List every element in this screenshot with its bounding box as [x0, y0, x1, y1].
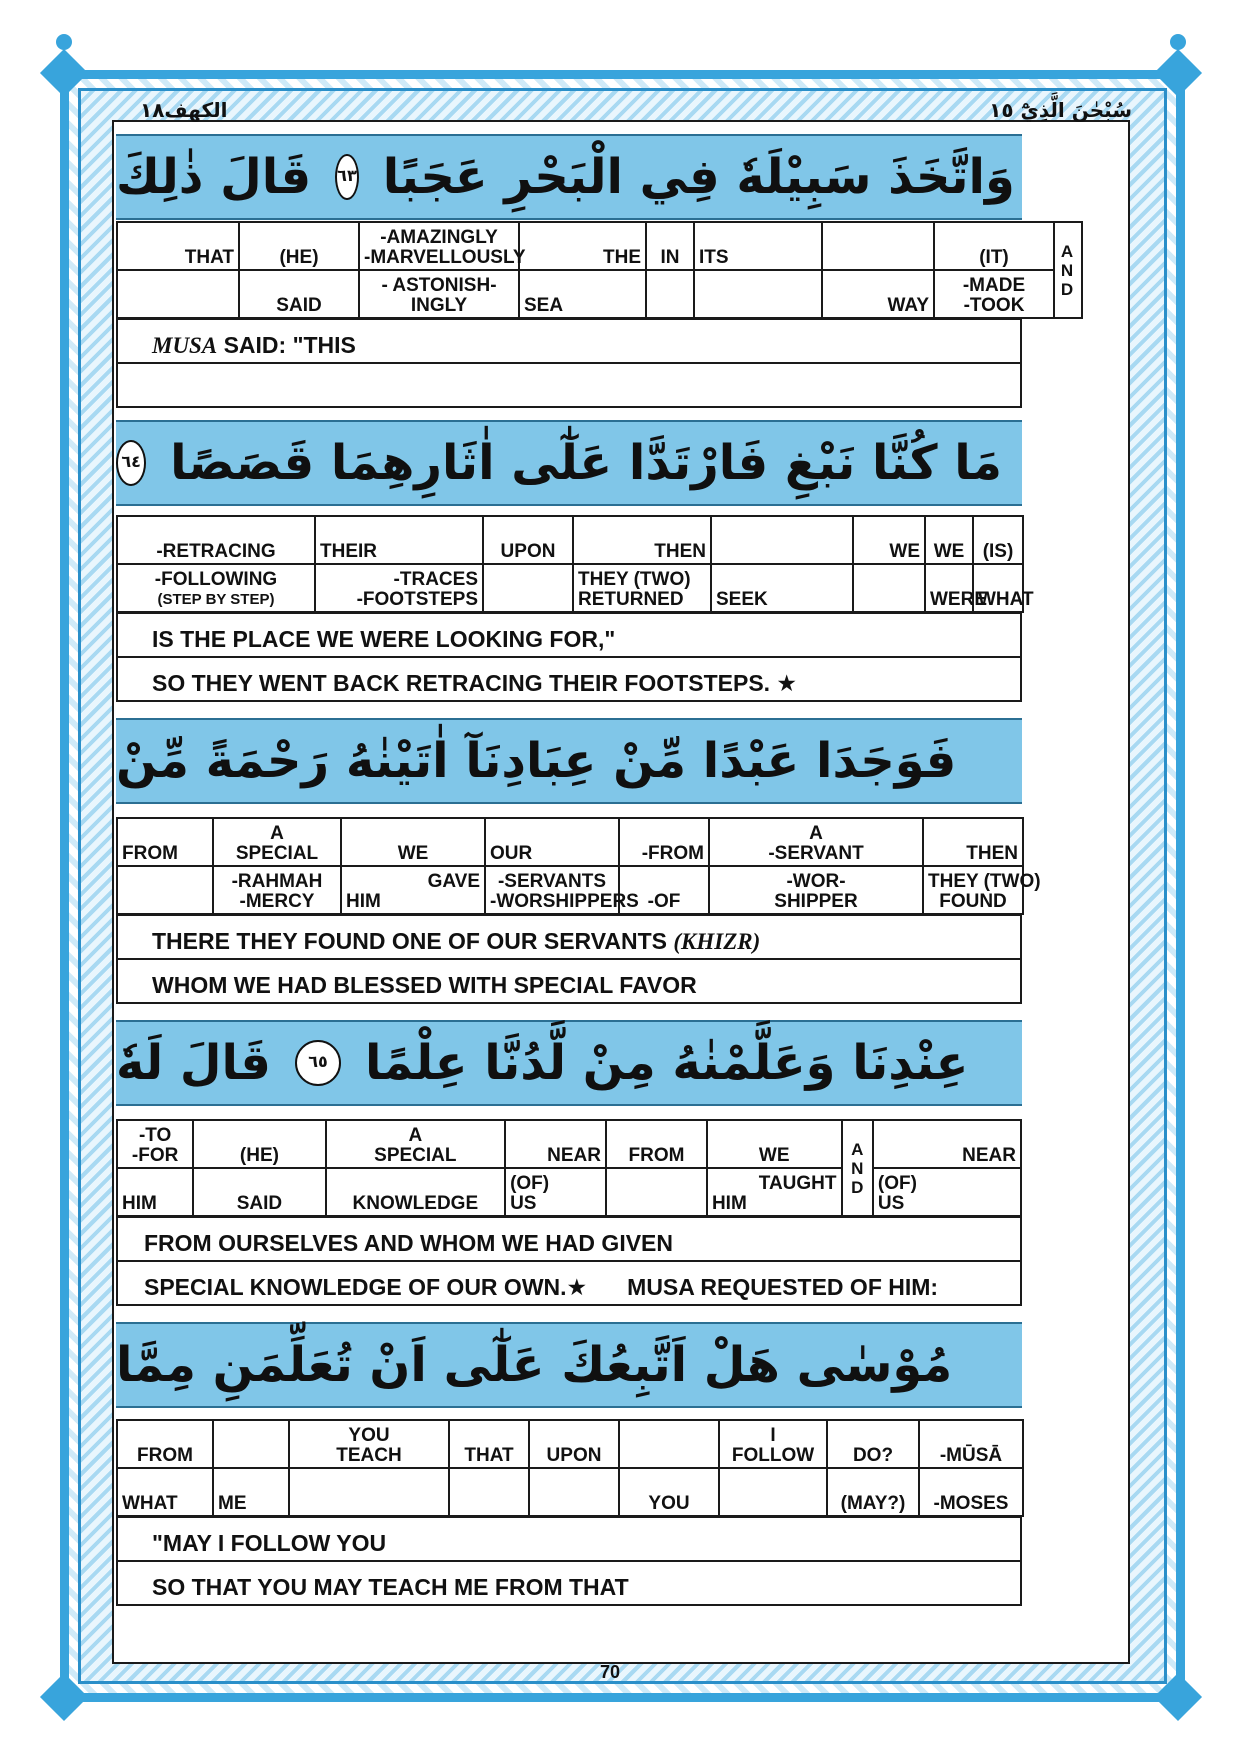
gloss-cell: -MOSES — [919, 1468, 1023, 1516]
corner-finial-top-left — [56, 34, 72, 50]
gloss-line: SHIPPER — [774, 891, 858, 912]
gloss-line: -SERVANT — [768, 843, 864, 864]
translation-text: MUSA REQUESTED OF HIM: — [627, 1274, 939, 1300]
gloss-cell: IN — [646, 222, 694, 270]
arabic-verse-band-4 — [116, 1020, 1022, 1106]
gloss-cell: THEN — [573, 516, 711, 564]
ayah-number-marker: ٦٤ — [116, 440, 146, 486]
corner-finial-top-right — [1170, 34, 1186, 50]
arabic-verse-band-1 — [116, 134, 1022, 220]
gloss-line: SPECIAL — [235, 843, 319, 864]
gloss-cell — [449, 1468, 529, 1516]
gloss-cell — [213, 818, 341, 866]
gloss-cell — [711, 516, 853, 564]
gloss-cell — [573, 564, 711, 612]
gloss-line: A — [809, 823, 823, 844]
gloss-line: -SERVANTS — [497, 871, 607, 892]
ayah-number-marker: ٦٥ — [295, 1040, 341, 1086]
gloss-line: SPECIAL — [374, 1145, 457, 1166]
gloss-cell — [117, 270, 239, 318]
ayah-number-marker: ٦٣ — [335, 154, 359, 200]
gloss-cell: SAID — [193, 1168, 325, 1216]
translation-line: SO THAT YOU MAY TEACH ME FROM THAT — [116, 1560, 1022, 1606]
gloss-line: FOUND — [939, 891, 1007, 912]
gloss-cell: THEN — [923, 818, 1023, 866]
word-gloss-grid-2 — [116, 515, 1034, 613]
gloss-cell: (HE) — [239, 222, 359, 270]
gloss-cell — [483, 564, 573, 612]
gloss-line: GAVE — [427, 871, 480, 892]
gloss-cell: DO? — [827, 1420, 919, 1468]
arabic-verse-band-5 — [116, 1322, 1022, 1408]
gloss-cell — [341, 866, 485, 914]
gloss-cell — [359, 270, 519, 318]
gloss-line: -TO — [138, 1125, 172, 1146]
gloss-line: A — [408, 1125, 423, 1146]
gloss-cell: -RETRACING — [117, 516, 315, 564]
gloss-cell — [619, 1420, 719, 1468]
translation-line — [116, 914, 1022, 960]
arabic-verse-band-3 — [116, 718, 1022, 804]
gloss-cell: FROM — [117, 818, 213, 866]
translation-line — [116, 1260, 1022, 1306]
gloss-cell — [117, 1120, 193, 1168]
gloss-cell: -MŪSĀ — [919, 1420, 1023, 1468]
gloss-line: -FOOTSTEPS — [356, 589, 478, 610]
translation-text: THERE THEY FOUND ONE OF OUR SERVANTS — [152, 928, 674, 954]
gloss-line: A — [270, 823, 284, 844]
gloss-line: HIM — [346, 891, 381, 912]
translation-emphasis: (KHIZR) — [673, 929, 761, 954]
gloss-cell — [923, 866, 1041, 914]
gloss-line: US — [510, 1193, 537, 1214]
gloss-cell: KNOWLEDGE — [326, 1168, 505, 1216]
gloss-cell: -OF — [619, 866, 709, 914]
arabic-verse-band-2 — [116, 420, 1022, 506]
gloss-cell: HIM — [117, 1168, 193, 1216]
arabic-verse-text-continued: قَالَ لَهٗ — [116, 1035, 271, 1091]
translation-text: SAID: "THIS — [217, 332, 356, 358]
gloss-line: -FOLLOWING — [154, 569, 278, 590]
word-gloss-grid-5 — [116, 1419, 1024, 1517]
gloss-cell: (IT) — [934, 222, 1054, 270]
gloss-cell: -FROM — [619, 818, 709, 866]
gloss-cell — [719, 1420, 827, 1468]
gloss-cell: OUR — [485, 818, 619, 866]
gloss-line: RETURNED — [578, 589, 684, 610]
gloss-line: -AMAZINGLY — [380, 227, 498, 248]
gloss-cell: WERE — [925, 564, 973, 612]
gloss-cell: (MAY?) — [827, 1468, 919, 1516]
gloss-cell — [315, 564, 483, 612]
gloss-cell — [326, 1120, 505, 1168]
surah-running-head: الكهف١٨ — [140, 98, 228, 122]
gloss-cell — [117, 866, 213, 914]
gloss-line: I — [770, 1425, 776, 1446]
gloss-cell — [934, 270, 1054, 318]
gloss-cell: WE — [925, 516, 973, 564]
gloss-line: INGLY — [410, 295, 468, 316]
gloss-cell-vertical: AND — [1054, 222, 1082, 318]
gloss-cell: WAY — [822, 270, 934, 318]
gloss-line: THEY (TWO) — [928, 871, 1041, 892]
translation-line — [116, 362, 1022, 408]
gloss-line: HIM — [711, 1193, 747, 1214]
gloss-line: - ASTONISH- — [381, 275, 497, 296]
gloss-line: -MERCY — [239, 891, 315, 912]
gloss-cell: NEAR — [505, 1120, 606, 1168]
gloss-cell — [529, 1468, 619, 1516]
gloss-cell — [694, 270, 822, 318]
gloss-cell — [289, 1468, 449, 1516]
gloss-cell — [289, 1420, 449, 1468]
translation-emphasis: MUSA — [152, 333, 218, 358]
gloss-cell: (HE) — [193, 1120, 325, 1168]
gloss-line: -MARVELLOUSLY — [364, 247, 526, 268]
gloss-cell — [822, 222, 934, 270]
gloss-cell — [709, 818, 923, 866]
gloss-cell — [213, 1420, 289, 1468]
gloss-cell: FROM — [117, 1420, 213, 1468]
juz-running-head: سُبْحٰنَ الَّذِيْٓ ١٥ — [989, 98, 1132, 122]
word-gloss-grid-3 — [116, 817, 1041, 915]
word-gloss-grid-1 — [116, 221, 1083, 319]
gloss-line: -RAHMAH — [231, 871, 323, 892]
gloss-line: -WORSHIPPERS — [490, 891, 639, 912]
gloss-cell: ITS — [694, 222, 822, 270]
gloss-line: -TRACES — [393, 569, 478, 590]
gloss-cell: (IS) — [973, 516, 1023, 564]
arabic-verse-text: عِنْدِنَا وَعَلَّمْنٰهُ مِنْ لَّدُنَّا عِلْمًا — [364, 1035, 969, 1091]
gloss-cell: FROM — [606, 1120, 707, 1168]
gloss-cell: THE — [519, 222, 646, 270]
gloss-line: THEY (TWO) — [578, 569, 691, 590]
arabic-verse-text-continued: قَالَ ذٰلِكَ — [116, 149, 312, 205]
gloss-cell — [719, 1468, 827, 1516]
gloss-cell: WE — [707, 1120, 842, 1168]
arabic-verse-text: مَا كُنَّا نَبْغِ فَارْتَدَّا عَلٰٓى اٰثَارِهِمَا قَصَصًا — [170, 435, 1002, 491]
gloss-cell: WE — [853, 516, 925, 564]
gloss-line: TEACH — [336, 1445, 402, 1466]
arabic-verse-text: فَوَجَدَا عَبْدًا مِّنْ عِبَادِنَآ اٰتَيْنٰهُ رَحْمَةً مِّنْ — [116, 733, 957, 789]
gloss-cell — [707, 1168, 842, 1216]
gloss-cell: THAT — [117, 222, 239, 270]
translation-line: WHOM WE HAD BLESSED WITH SPECIAL FAVOR — [116, 958, 1022, 1004]
page-number: 70 — [600, 1662, 621, 1682]
gloss-cell: WHAT — [973, 564, 1023, 612]
gloss-cell: YOU — [619, 1468, 719, 1516]
gloss-line: FOLLOW — [731, 1445, 815, 1466]
gloss-cell: UPON — [483, 516, 573, 564]
translation-line: IS THE PLACE WE WERE LOOKING FOR," — [116, 612, 1022, 658]
gloss-cell: WE — [341, 818, 485, 866]
translation-line: "MAY I FOLLOW YOU — [116, 1516, 1022, 1562]
gloss-cell — [853, 564, 925, 612]
gloss-line: -WOR- — [786, 871, 846, 892]
gloss-cell: THEIR — [315, 516, 483, 564]
gloss-cell — [359, 222, 526, 270]
gloss-cell — [709, 866, 923, 914]
gloss-cell — [485, 866, 639, 914]
gloss-line: (OF) — [510, 1173, 550, 1194]
translation-line — [116, 318, 1022, 364]
gloss-line: -FOR — [131, 1145, 179, 1166]
gloss-cell: SEEK — [711, 564, 853, 612]
gloss-line: (OF) — [877, 1173, 917, 1194]
arabic-verse-text: مُوْسٰى هَلْ اَتَّبِعُكَ عَلٰٓى اَنْ تُعَلِّمَنِ مِمَّا — [116, 1337, 953, 1393]
gloss-line: TAUGHT — [758, 1173, 837, 1194]
gloss-cell: SAID — [239, 270, 359, 318]
gloss-cell: ME — [213, 1468, 289, 1516]
gloss-cell: NEAR — [873, 1120, 1021, 1168]
gloss-cell: THAT — [449, 1420, 529, 1468]
translation-text: SPECIAL KNOWLEDGE OF OUR OWN.★ — [144, 1274, 588, 1300]
gloss-cell: SEA — [519, 270, 646, 318]
translation-line: FROM OURSELVES AND WHOM WE HAD GIVEN — [116, 1216, 1022, 1262]
gloss-cell — [646, 270, 694, 318]
gloss-cell — [873, 1168, 1021, 1216]
gloss-cell-vertical: AND — [842, 1120, 873, 1216]
gloss-line: YOU — [348, 1425, 390, 1446]
gloss-line: -TOOK — [963, 295, 1025, 316]
gloss-line: (STEP BY STEP) — [157, 591, 275, 608]
gloss-cell — [117, 564, 315, 612]
gloss-cell — [505, 1168, 606, 1216]
arabic-verse-text: وَاتَّخَذَ سَبِيْلَهٗ فِي الْبَحْرِ عَجَبًا — [382, 149, 1015, 205]
gloss-cell: UPON — [529, 1420, 619, 1468]
gloss-line: US — [877, 1193, 905, 1214]
word-gloss-grid-4 — [116, 1119, 1022, 1217]
gloss-cell — [213, 866, 341, 914]
gloss-cell — [606, 1168, 707, 1216]
gloss-cell: WHAT — [117, 1468, 213, 1516]
gloss-line: -MADE — [962, 275, 1026, 296]
translation-line: SO THEY WENT BACK RETRACING THEIR FOOTSTEPS. ★ — [116, 656, 1022, 702]
